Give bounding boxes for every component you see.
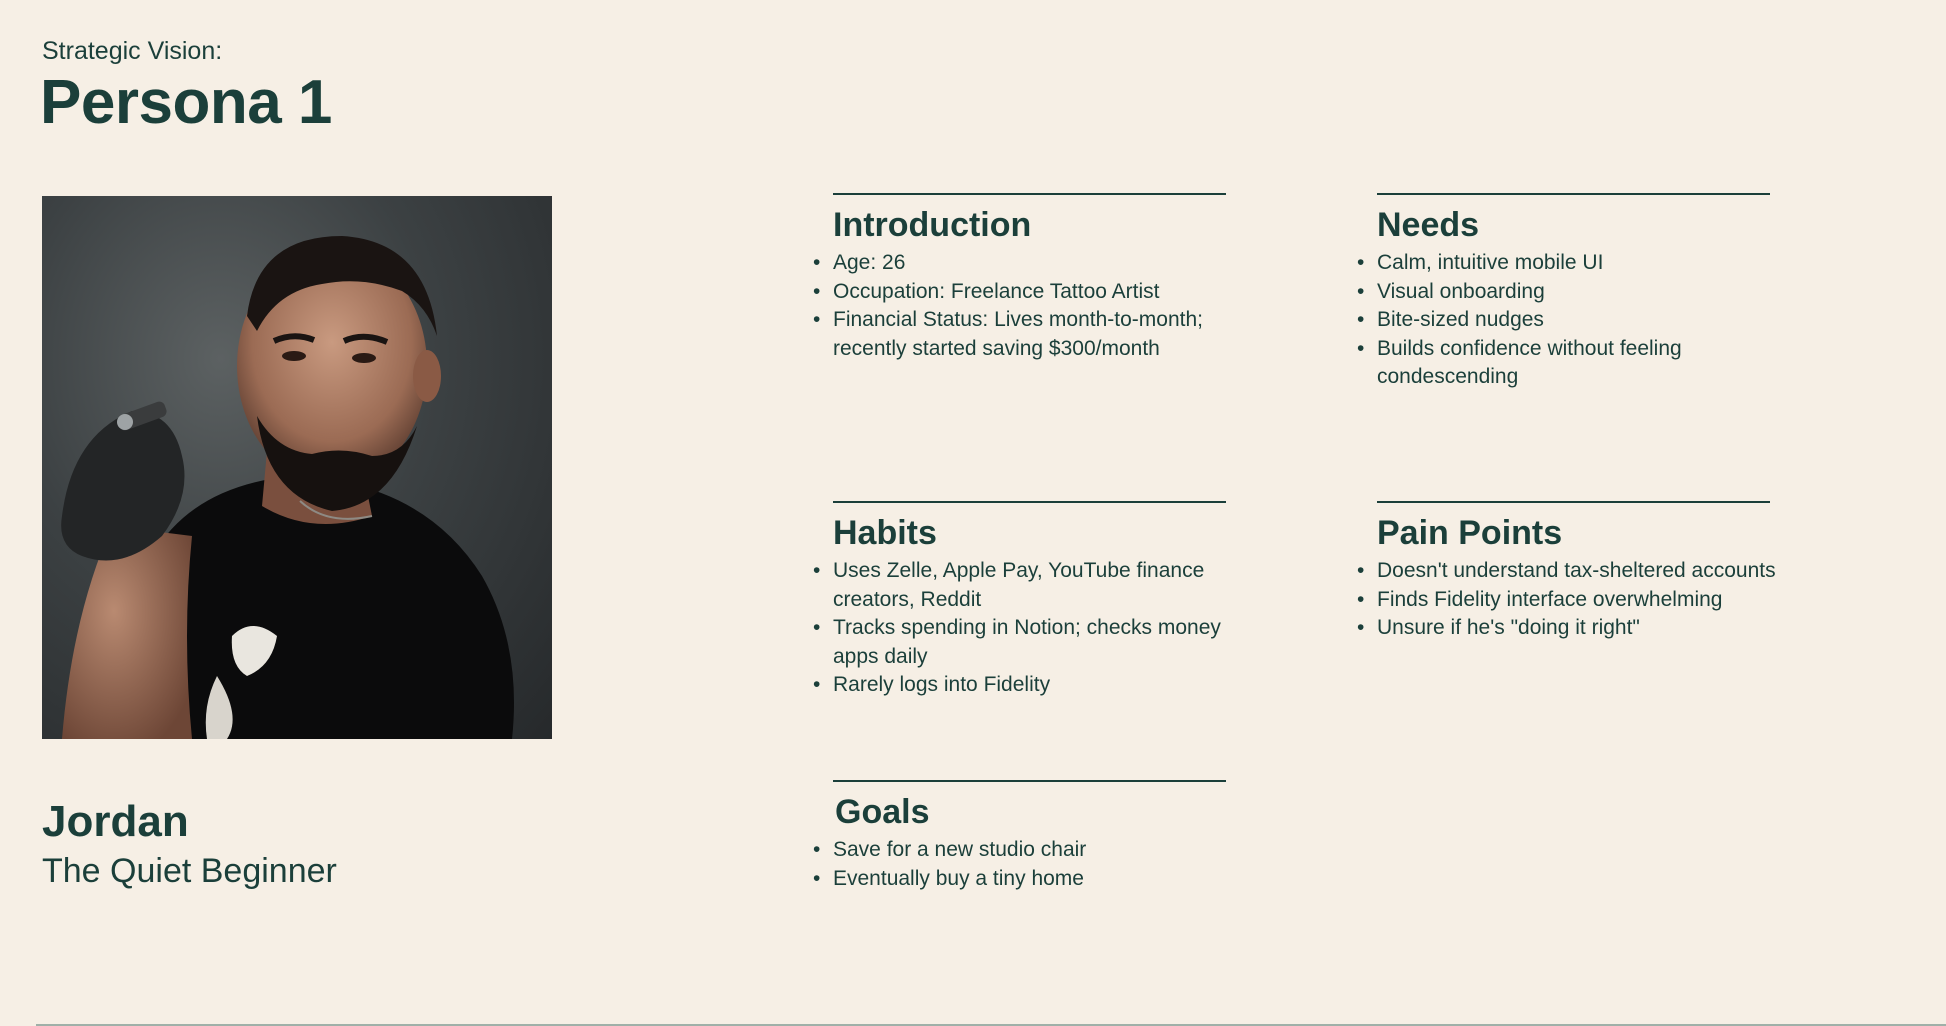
introduction-list — [833, 249, 1393, 363]
list-item: • Unsure if he's "doing it right" — [1377, 614, 1897, 643]
pain-points-section — [1377, 501, 1937, 643]
introduction-section — [833, 193, 1393, 363]
list-item: • Uses Zelle, Apple Pay, YouTube finance creators, Reddit — [833, 557, 1248, 614]
list-item: • Financial Status: Lives month-to-month; recently started saving $300/month — [833, 306, 1248, 363]
introduction-heading: Introduction — [833, 206, 1032, 244]
section-divider — [1377, 501, 1770, 503]
habits-section — [833, 501, 1393, 700]
section-divider — [833, 501, 1226, 503]
list-item: • Rarely logs into Fidelity — [833, 671, 1248, 700]
list-item: • Bite-sized nudges — [1377, 306, 1792, 335]
habits-heading: Habits — [833, 514, 937, 552]
page-title: Persona 1 — [40, 68, 332, 137]
pain-points-list — [1377, 557, 1937, 643]
list-item: • Calm, intuitive mobile UI — [1377, 249, 1792, 278]
goals-heading: Goals — [835, 793, 930, 831]
goals-section — [833, 780, 1393, 893]
habits-list — [833, 557, 1393, 700]
list-item: • Eventually buy a tiny home — [833, 865, 1248, 894]
list-item: • Visual onboarding — [1377, 278, 1792, 307]
list-item: • Doesn't understand tax-sheltered accounts — [1377, 557, 1897, 586]
persona-tagline: The Quiet Beginner — [42, 852, 337, 890]
section-divider — [833, 193, 1226, 195]
list-item: • Tracks spending in Notion; checks money apps daily — [833, 614, 1248, 671]
goals-list — [833, 836, 1393, 893]
page-eyebrow: Strategic Vision: — [42, 37, 223, 65]
list-item: • Finds Fidelity interface overwhelming — [1377, 586, 1897, 615]
section-divider — [833, 780, 1226, 782]
pain-points-heading: Pain Points — [1377, 514, 1563, 552]
persona-photo — [42, 196, 552, 739]
list-item: • Builds confidence without feeling condescending — [1377, 335, 1792, 392]
persona-name: Jordan — [42, 797, 189, 846]
needs-list — [1377, 249, 1937, 392]
needs-section — [1377, 193, 1937, 392]
list-item: • Occupation: Freelance Tattoo Artist — [833, 278, 1248, 307]
needs-heading: Needs — [1377, 206, 1480, 244]
section-divider — [1377, 193, 1770, 195]
list-item: • Save for a new studio chair — [833, 836, 1248, 865]
portrait-photo-icon — [42, 196, 552, 739]
list-item: • Age: 26 — [833, 249, 1248, 278]
